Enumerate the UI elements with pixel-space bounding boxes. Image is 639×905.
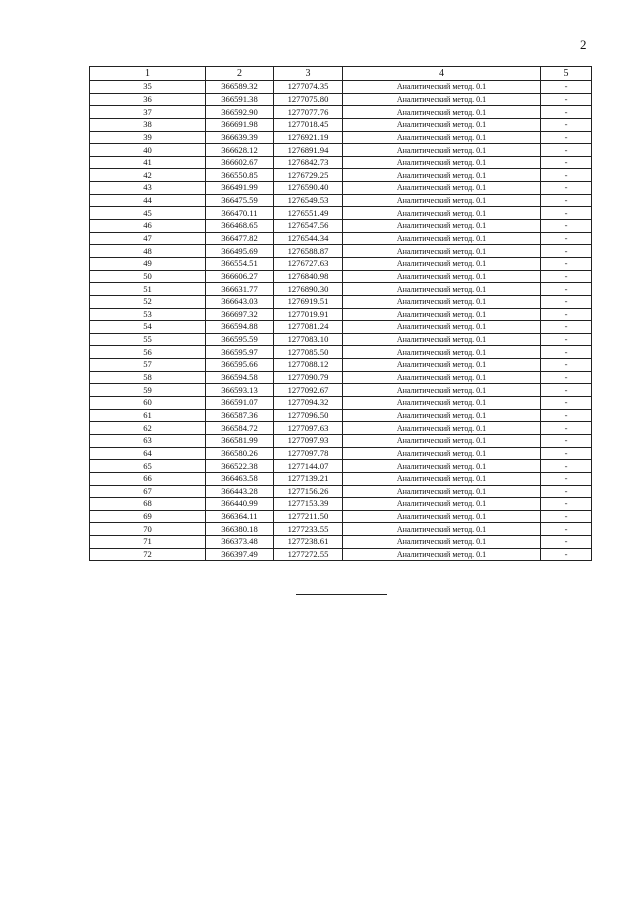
method-cell: Аналитический метод. 0.1 <box>343 93 541 106</box>
table-row <box>90 409 592 422</box>
y-coordinate-cell: 1277097.93 <box>274 434 343 447</box>
y-coordinate-cell: 1276590.40 <box>274 182 343 195</box>
x-coordinate-cell: 366397.49 <box>206 548 274 561</box>
x-coordinate-cell: 366697.32 <box>206 308 274 321</box>
y-coordinate-cell: 1276588.87 <box>274 245 343 258</box>
x-coordinate-cell: 366691.98 <box>206 118 274 131</box>
method-cell: Аналитический метод. 0.1 <box>343 245 541 258</box>
x-coordinate-cell: 366595.97 <box>206 346 274 359</box>
note-cell: - <box>541 333 592 346</box>
table-row <box>90 548 592 561</box>
x-coordinate-cell: 366495.69 <box>206 245 274 258</box>
y-coordinate-cell: 1277144.07 <box>274 460 343 473</box>
point-number-cell: 40 <box>90 144 206 157</box>
column-header: 3 <box>274 67 343 81</box>
point-number-cell: 45 <box>90 207 206 220</box>
y-coordinate-cell: 1277077.76 <box>274 106 343 119</box>
table-row <box>90 232 592 245</box>
x-coordinate-cell: 366554.51 <box>206 257 274 270</box>
note-cell: - <box>541 485 592 498</box>
point-number-cell: 37 <box>90 106 206 119</box>
method-cell: Аналитический метод. 0.1 <box>343 422 541 435</box>
point-number-cell: 38 <box>90 118 206 131</box>
coordinates-table <box>89 66 592 561</box>
table-row <box>90 106 592 119</box>
table-header-row <box>90 67 592 81</box>
method-cell: Аналитический метод. 0.1 <box>343 131 541 144</box>
x-coordinate-cell: 366591.07 <box>206 397 274 410</box>
method-cell: Аналитический метод. 0.1 <box>343 81 541 94</box>
table-row <box>90 460 592 473</box>
y-coordinate-cell: 1277090.79 <box>274 371 343 384</box>
table-row <box>90 485 592 498</box>
x-coordinate-cell: 366594.58 <box>206 371 274 384</box>
y-coordinate-cell: 1276921.19 <box>274 131 343 144</box>
method-cell: Аналитический метод. 0.1 <box>343 359 541 372</box>
column-header: 1 <box>90 67 206 81</box>
x-coordinate-cell: 366593.13 <box>206 384 274 397</box>
note-cell: - <box>541 207 592 220</box>
point-number-cell: 55 <box>90 333 206 346</box>
table-row <box>90 510 592 523</box>
method-cell: Аналитический метод. 0.1 <box>343 485 541 498</box>
x-coordinate-cell: 366594.88 <box>206 321 274 334</box>
table-row <box>90 447 592 460</box>
note-cell: - <box>541 283 592 296</box>
table-row <box>90 422 592 435</box>
method-cell: Аналитический метод. 0.1 <box>343 548 541 561</box>
y-coordinate-cell: 1276727.63 <box>274 257 343 270</box>
point-number-cell: 68 <box>90 498 206 511</box>
point-number-cell: 47 <box>90 232 206 245</box>
method-cell: Аналитический метод. 0.1 <box>343 321 541 334</box>
method-cell: Аналитический метод. 0.1 <box>343 397 541 410</box>
method-cell: Аналитический метод. 0.1 <box>343 182 541 195</box>
method-cell: Аналитический метод. 0.1 <box>343 460 541 473</box>
x-coordinate-cell: 366463.58 <box>206 472 274 485</box>
note-cell: - <box>541 321 592 334</box>
table-row <box>90 81 592 94</box>
y-coordinate-cell: 1277272.55 <box>274 548 343 561</box>
note-cell: - <box>541 257 592 270</box>
point-number-cell: 69 <box>90 510 206 523</box>
method-cell: Аналитический метод. 0.1 <box>343 346 541 359</box>
column-header: 5 <box>541 67 592 81</box>
x-coordinate-cell: 366443.28 <box>206 485 274 498</box>
y-coordinate-cell: 1277211.50 <box>274 510 343 523</box>
point-number-cell: 39 <box>90 131 206 144</box>
x-coordinate-cell: 366631.77 <box>206 283 274 296</box>
note-cell: - <box>541 144 592 157</box>
y-coordinate-cell: 1277094.32 <box>274 397 343 410</box>
table-row <box>90 131 592 144</box>
point-number-cell: 56 <box>90 346 206 359</box>
table-row <box>90 220 592 233</box>
method-cell: Аналитический метод. 0.1 <box>343 447 541 460</box>
y-coordinate-cell: 1277083.10 <box>274 333 343 346</box>
y-coordinate-cell: 1276729.25 <box>274 169 343 182</box>
point-number-cell: 57 <box>90 359 206 372</box>
note-cell: - <box>541 422 592 435</box>
y-coordinate-cell: 1277074.35 <box>274 81 343 94</box>
table-row <box>90 169 592 182</box>
point-number-cell: 71 <box>90 536 206 549</box>
column-header: 2 <box>206 67 274 81</box>
y-coordinate-cell: 1277088.12 <box>274 359 343 372</box>
method-cell: Аналитический метод. 0.1 <box>343 194 541 207</box>
point-number-cell: 53 <box>90 308 206 321</box>
note-cell: - <box>541 232 592 245</box>
table-row <box>90 156 592 169</box>
note-cell: - <box>541 220 592 233</box>
method-cell: Аналитический метод. 0.1 <box>343 308 541 321</box>
point-number-cell: 42 <box>90 169 206 182</box>
method-cell: Аналитический метод. 0.1 <box>343 536 541 549</box>
y-coordinate-cell: 1277019.91 <box>274 308 343 321</box>
table-row <box>90 321 592 334</box>
method-cell: Аналитический метод. 0.1 <box>343 118 541 131</box>
y-coordinate-cell: 1277092.67 <box>274 384 343 397</box>
note-cell: - <box>541 472 592 485</box>
table-row <box>90 359 592 372</box>
note-cell: - <box>541 536 592 549</box>
coordinates-table-body <box>90 67 592 561</box>
point-number-cell: 36 <box>90 93 206 106</box>
method-cell: Аналитический метод. 0.1 <box>343 371 541 384</box>
note-cell: - <box>541 434 592 447</box>
end-rule <box>296 594 387 595</box>
table-row <box>90 346 592 359</box>
method-cell: Аналитический метод. 0.1 <box>343 333 541 346</box>
table-row <box>90 397 592 410</box>
y-coordinate-cell: 1277085.50 <box>274 346 343 359</box>
point-number-cell: 66 <box>90 472 206 485</box>
y-coordinate-cell: 1276551.49 <box>274 207 343 220</box>
point-number-cell: 48 <box>90 245 206 258</box>
point-number-cell: 51 <box>90 283 206 296</box>
x-coordinate-cell: 366380.18 <box>206 523 274 536</box>
note-cell: - <box>541 308 592 321</box>
x-coordinate-cell: 366587.36 <box>206 409 274 422</box>
x-coordinate-cell: 366643.03 <box>206 295 274 308</box>
table-row <box>90 207 592 220</box>
method-cell: Аналитический метод. 0.1 <box>343 434 541 447</box>
point-number-cell: 59 <box>90 384 206 397</box>
y-coordinate-cell: 1276544.34 <box>274 232 343 245</box>
table-row <box>90 182 592 195</box>
x-coordinate-cell: 366491.99 <box>206 182 274 195</box>
y-coordinate-cell: 1277081.24 <box>274 321 343 334</box>
method-cell: Аналитический метод. 0.1 <box>343 220 541 233</box>
x-coordinate-cell: 366550.85 <box>206 169 274 182</box>
x-coordinate-cell: 366470.11 <box>206 207 274 220</box>
x-coordinate-cell: 366606.27 <box>206 270 274 283</box>
page-number: 2 <box>580 37 587 52</box>
point-number-cell: 35 <box>90 81 206 94</box>
table-row <box>90 194 592 207</box>
table-row <box>90 371 592 384</box>
point-number-cell: 58 <box>90 371 206 384</box>
method-cell: Аналитический метод. 0.1 <box>343 498 541 511</box>
x-coordinate-cell: 366373.48 <box>206 536 274 549</box>
x-coordinate-cell: 366581.99 <box>206 434 274 447</box>
method-cell: Аналитический метод. 0.1 <box>343 384 541 397</box>
y-coordinate-cell: 1277097.78 <box>274 447 343 460</box>
point-number-cell: 72 <box>90 548 206 561</box>
y-coordinate-cell: 1276842.73 <box>274 156 343 169</box>
method-cell: Аналитический метод. 0.1 <box>343 169 541 182</box>
point-number-cell: 70 <box>90 523 206 536</box>
y-coordinate-cell: 1277096.50 <box>274 409 343 422</box>
point-number-cell: 46 <box>90 220 206 233</box>
x-coordinate-cell: 366589.32 <box>206 81 274 94</box>
note-cell: - <box>541 295 592 308</box>
y-coordinate-cell: 1277153.39 <box>274 498 343 511</box>
note-cell: - <box>541 460 592 473</box>
table-row <box>90 472 592 485</box>
note-cell: - <box>541 510 592 523</box>
note-cell: - <box>541 194 592 207</box>
x-coordinate-cell: 366592.90 <box>206 106 274 119</box>
y-coordinate-cell: 1276919.51 <box>274 295 343 308</box>
table-row <box>90 384 592 397</box>
x-coordinate-cell: 366591.38 <box>206 93 274 106</box>
point-number-cell: 67 <box>90 485 206 498</box>
point-number-cell: 63 <box>90 434 206 447</box>
x-coordinate-cell: 366584.72 <box>206 422 274 435</box>
method-cell: Аналитический метод. 0.1 <box>343 295 541 308</box>
x-coordinate-cell: 366475.59 <box>206 194 274 207</box>
note-cell: - <box>541 447 592 460</box>
method-cell: Аналитический метод. 0.1 <box>343 156 541 169</box>
y-coordinate-cell: 1277233.55 <box>274 523 343 536</box>
method-cell: Аналитический метод. 0.1 <box>343 523 541 536</box>
y-coordinate-cell: 1277139.21 <box>274 472 343 485</box>
y-coordinate-cell: 1277238.61 <box>274 536 343 549</box>
note-cell: - <box>541 359 592 372</box>
note-cell: - <box>541 118 592 131</box>
point-number-cell: 61 <box>90 409 206 422</box>
note-cell: - <box>541 169 592 182</box>
method-cell: Аналитический метод. 0.1 <box>343 510 541 523</box>
note-cell: - <box>541 409 592 422</box>
point-number-cell: 64 <box>90 447 206 460</box>
point-number-cell: 50 <box>90 270 206 283</box>
point-number-cell: 65 <box>90 460 206 473</box>
table-row <box>90 257 592 270</box>
table-row <box>90 523 592 536</box>
method-cell: Аналитический метод. 0.1 <box>343 283 541 296</box>
point-number-cell: 62 <box>90 422 206 435</box>
table-row <box>90 118 592 131</box>
method-cell: Аналитический метод. 0.1 <box>343 232 541 245</box>
x-coordinate-cell: 366602.67 <box>206 156 274 169</box>
y-coordinate-cell: 1277018.45 <box>274 118 343 131</box>
y-coordinate-cell: 1276840.98 <box>274 270 343 283</box>
note-cell: - <box>541 245 592 258</box>
x-coordinate-cell: 366440.99 <box>206 498 274 511</box>
note-cell: - <box>541 270 592 283</box>
table-row <box>90 333 592 346</box>
note-cell: - <box>541 371 592 384</box>
x-coordinate-cell: 366628.12 <box>206 144 274 157</box>
method-cell: Аналитический метод. 0.1 <box>343 144 541 157</box>
y-coordinate-cell: 1277075.80 <box>274 93 343 106</box>
method-cell: Аналитический метод. 0.1 <box>343 106 541 119</box>
method-cell: Аналитический метод. 0.1 <box>343 207 541 220</box>
point-number-cell: 43 <box>90 182 206 195</box>
x-coordinate-cell: 366595.66 <box>206 359 274 372</box>
y-coordinate-cell: 1276549.53 <box>274 194 343 207</box>
table-row <box>90 308 592 321</box>
x-coordinate-cell: 366522.38 <box>206 460 274 473</box>
note-cell: - <box>541 81 592 94</box>
point-number-cell: 49 <box>90 257 206 270</box>
x-coordinate-cell: 366364.11 <box>206 510 274 523</box>
point-number-cell: 60 <box>90 397 206 410</box>
y-coordinate-cell: 1276890.30 <box>274 283 343 296</box>
note-cell: - <box>541 498 592 511</box>
point-number-cell: 54 <box>90 321 206 334</box>
point-number-cell: 52 <box>90 295 206 308</box>
table-row <box>90 144 592 157</box>
point-number-cell: 44 <box>90 194 206 207</box>
table-row <box>90 295 592 308</box>
note-cell: - <box>541 106 592 119</box>
y-coordinate-cell: 1277156.26 <box>274 485 343 498</box>
method-cell: Аналитический метод. 0.1 <box>343 270 541 283</box>
table-row <box>90 245 592 258</box>
note-cell: - <box>541 384 592 397</box>
method-cell: Аналитический метод. 0.1 <box>343 257 541 270</box>
note-cell: - <box>541 93 592 106</box>
method-cell: Аналитический метод. 0.1 <box>343 409 541 422</box>
y-coordinate-cell: 1276891.94 <box>274 144 343 157</box>
y-coordinate-cell: 1277097.63 <box>274 422 343 435</box>
note-cell: - <box>541 182 592 195</box>
table-row <box>90 270 592 283</box>
x-coordinate-cell: 366477.82 <box>206 232 274 245</box>
table-row <box>90 434 592 447</box>
x-coordinate-cell: 366468.65 <box>206 220 274 233</box>
note-cell: - <box>541 131 592 144</box>
y-coordinate-cell: 1276547.56 <box>274 220 343 233</box>
table-row <box>90 536 592 549</box>
note-cell: - <box>541 156 592 169</box>
table-row <box>90 498 592 511</box>
note-cell: - <box>541 397 592 410</box>
point-number-cell: 41 <box>90 156 206 169</box>
note-cell: - <box>541 548 592 561</box>
table-row <box>90 283 592 296</box>
column-header: 4 <box>343 67 541 81</box>
x-coordinate-cell: 366595.59 <box>206 333 274 346</box>
note-cell: - <box>541 523 592 536</box>
table-row <box>90 93 592 106</box>
method-cell: Аналитический метод. 0.1 <box>343 472 541 485</box>
x-coordinate-cell: 366639.39 <box>206 131 274 144</box>
x-coordinate-cell: 366580.26 <box>206 447 274 460</box>
note-cell: - <box>541 346 592 359</box>
